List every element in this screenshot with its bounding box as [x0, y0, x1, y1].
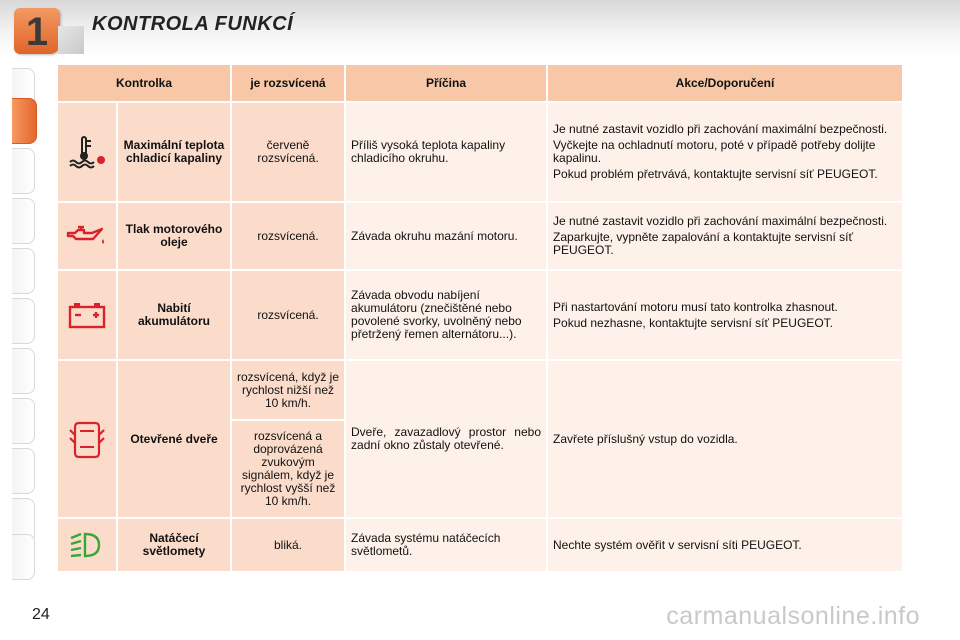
- lamp-cause: Závada okruhu mazání motoru.: [346, 203, 546, 269]
- column-header-action: Akce/Doporučení: [548, 65, 902, 101]
- lamp-name: Maximální teplota chladicí kapaliny: [118, 103, 230, 201]
- lamp-state: rozsvícená.: [232, 271, 344, 359]
- page-title: KONTROLA FUNKCÍ: [92, 13, 294, 35]
- lamp-action: [548, 203, 902, 269]
- lamp-cause: Dveře, zavazadlový prostor nebo zadní okno zůstaly otevřené.: [346, 361, 546, 517]
- column-header-lamp: Kontrolka: [58, 65, 230, 101]
- lamp-name: Natáčecí světlomety: [118, 519, 230, 571]
- action-paragraph: Pokud problém přetrvává, kontaktujte servisní síť PEUGEOT.: [553, 167, 878, 181]
- lamp-icon-cell: [58, 519, 116, 571]
- action-paragraph: Je nutné zastavit vozidlo při zachování maximální bezpečnosti.: [553, 214, 888, 228]
- lamp-state: rozsvícená, když je rychlost nižší než 10 km/h.: [232, 361, 344, 419]
- side-tab-active[interactable]: [12, 98, 37, 144]
- lamp-name: Nabití akumulátoru: [118, 271, 230, 359]
- lamp-action: [548, 519, 902, 571]
- lamp-state: červeně rozsvícená.: [232, 103, 344, 201]
- action-paragraph: Pokud nezhasne, kontaktujte servisní síť PEUGEOT.: [553, 315, 833, 330]
- page-number: 24: [32, 606, 50, 623]
- side-tab-7[interactable]: [12, 348, 35, 394]
- side-tab-9[interactable]: [12, 448, 35, 494]
- column-header-state: je rozsvícená: [232, 65, 344, 101]
- lamp-state: bliká.: [232, 519, 344, 571]
- lamp-action: [548, 103, 902, 201]
- action-paragraph: Zavřete příslušný vstup do vozidla.: [553, 431, 738, 446]
- action-paragraph: Zaparkujte, vypněte zapalování a kontaktujte servisní síť PEUGEOT.: [553, 230, 854, 257]
- action-paragraph: Při nastartování motoru musí tato kontrolka zhasnout.: [553, 299, 838, 314]
- title-wedge: [58, 26, 84, 54]
- side-tab-5[interactable]: [12, 248, 35, 294]
- lamp-name: Tlak motorového oleje: [118, 203, 230, 269]
- lamp-cause: Závada systému natáčecích světlometů.: [346, 519, 546, 571]
- lamp-action: [548, 361, 902, 517]
- column-header-cause: Příčina: [346, 65, 546, 101]
- lamp-cause: Příliš vysoká teplota kapaliny chladicího okruhu.: [346, 103, 546, 201]
- lamp-state: rozsvícená.: [232, 203, 344, 269]
- table-row: [58, 519, 902, 571]
- action-paragraph: Nechte systém ověřit v servisní síti PEUGEOT.: [553, 537, 802, 552]
- lamp-state: rozsvícená a doprovázená zvukovým signálem, když je rychlost vyšší než 10 km/h.: [232, 421, 344, 517]
- oil-pressure-icon: [63, 224, 111, 248]
- chapter-number: 1: [25, 10, 49, 54]
- side-tabs: [0, 64, 40, 584]
- coolant-temperature-icon: [63, 135, 111, 169]
- lamp-action: [548, 271, 902, 359]
- warning-lamps-table-wrap: [56, 63, 904, 584]
- lamp-icon-cell: [58, 361, 116, 517]
- page-header: [0, 0, 960, 64]
- directional-headlamps-icon: [63, 530, 111, 560]
- action-paragraph: Vyčkejte na ochladnutí motoru, poté v případě potřeby dolijte kapalinu.: [553, 138, 876, 165]
- table-row: [58, 361, 902, 419]
- side-tab-3[interactable]: [12, 148, 35, 194]
- lamp-icon-cell: [58, 271, 116, 359]
- table-row: [58, 271, 902, 359]
- table-row: [58, 103, 902, 201]
- open-doors-icon: [63, 419, 111, 459]
- table-header-row: [58, 65, 902, 101]
- side-tab-11[interactable]: [12, 534, 35, 580]
- action-paragraph: Je nutné zastavit vozidlo při zachování maximální bezpečnosti.: [553, 122, 888, 136]
- lamp-cause: Závada obvodu nabíjení akumulátoru (znečištěné nebo povolené svorky, uvolněný nebo přetržený řemen alternátoru...).: [346, 271, 546, 359]
- side-tab-4[interactable]: [12, 198, 35, 244]
- chapter-tab: [14, 8, 60, 54]
- side-tab-8[interactable]: [12, 398, 35, 444]
- lamp-name: Otevřené dveře: [118, 361, 230, 517]
- lamp-icon-cell: [58, 103, 116, 201]
- side-tab-6[interactable]: [12, 298, 35, 344]
- warning-lamps-table: [56, 63, 904, 573]
- lamp-icon-cell: [58, 203, 116, 269]
- table-row: [58, 203, 902, 269]
- watermark: carmanualsonline.info: [666, 602, 920, 630]
- battery-icon: [63, 301, 111, 329]
